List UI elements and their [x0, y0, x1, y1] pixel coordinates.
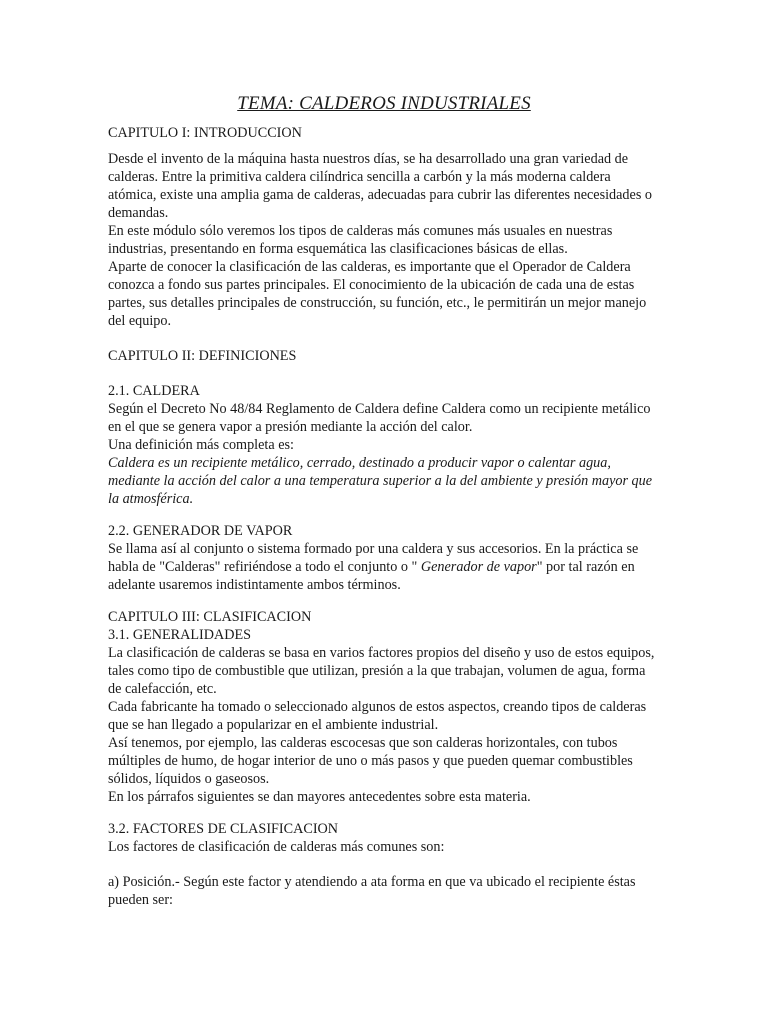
- section-3-1-paragraph-4: En los párrafos siguientes se dan mayores antecedentes sobre esta materia.: [108, 789, 531, 805]
- chapter-1-paragraph-3: Aparte de conocer la clasificación de las calderas, es importante que el Operador de Caldera conozca a fondo sus partes principales. El conocimiento de la ubicación de cada una de estas partes, sus detalles principales de construcción, su función, etc., le permitirán un mejor manejo del equipo.: [108, 259, 647, 329]
- section-3-1-paragraph-3: Así tenemos, por ejemplo, las calderas escocesas que son calderas horizontales, con tubos múltiples de humo, de hogar interior de uno o más pasos y que pueden quemar combustibles sólidos, líquidos o gaseosos.: [108, 735, 633, 787]
- section-2-2-text-a: Se llama así al conjunto o sistema formado por una caldera y sus accesorios. En la práctica se habla de "Calderas" refiriéndose a todo el conjunto o ": [108, 541, 639, 575]
- section-3-1-paragraph-1: La clasificación de calderas se basa en varios factores propios del diseño y uso de estos equipos, tales como tipo de combustible que utilizan, presión a la que trabajan, volumen de agua, forma de calefacción, etc.: [108, 645, 655, 697]
- section-3-2-paragraph-1: Los factores de clasificación de calderas más comunes son:: [108, 839, 445, 855]
- section-2-2-paragraph: [108, 540, 660, 594]
- section-3-1-paragraph-2: Cada fabricante ha tomado o seleccionado algunos de estos aspectos, creando tipos de calderas que se han llegado a popularizar en el ambiente industrial.: [108, 699, 647, 733]
- document-page: [108, 92, 660, 909]
- section-2-1-paragraph-1: Según el Decreto No 48/84 Reglamento de Caldera define Caldera como un recipiente metálico en el que se genera vapor a presión mediante la acción del calor.: [108, 401, 651, 435]
- chapter-3-heading: CAPITULO III: CLASIFICACION: [108, 609, 312, 625]
- chapter-1-paragraph-1: Desde el invento de la máquina hasta nuestros días, se ha desarrollado una gran variedad de calderas. Entre la primitiva caldera cilíndrica sencilla a carbón y la más moderna caldera atómica, existe una amplia gama de calderas, adecuadas para cubrir las diferentes necesidades o demandas.: [108, 151, 652, 221]
- section-2-1-heading: 2.1. CALDERA: [108, 383, 200, 399]
- chapter-1-paragraph-2: En este módulo sólo veremos los tipos de calderas más comunes más usuales en nuestras industrias, presentando en forma esquemática las clasificaciones básicas de ellas.: [108, 223, 613, 257]
- section-2-2-heading: 2.2. GENERADOR DE VAPOR: [108, 523, 293, 539]
- section-3-2-heading: 3.2. FACTORES DE CLASIFICACION: [108, 821, 339, 837]
- chapter-1-heading: CAPITULO I: INTRODUCCION: [108, 125, 302, 141]
- section-3-1-heading: 3.1. GENERALIDADES: [108, 627, 252, 643]
- section-2-1-definition: [108, 454, 660, 508]
- definition-text: Caldera es un recipiente metálico, cerrado, destinado a producir vapor o calentar agua, mediante la acción del calor a una temperatura superior a la del ambiente y presión mayor que la atmosférica.: [108, 455, 653, 507]
- section-3-2-paragraph-2: a) Posición.- Según este factor y atendiendo a ata forma en que va ubicado el recipiente éstas pueden ser:: [108, 874, 636, 908]
- section-2-2-emphasis: Generador de vapor: [420, 559, 537, 575]
- section-2-1-paragraph-2: Una definición más completa es:: [108, 437, 294, 453]
- document-title: TEMA: CALDEROS INDUSTRIALES: [237, 93, 531, 114]
- section-2-2-text-b: " por tal razón en adelante usaremos indistintamente ambos términos.: [108, 559, 635, 593]
- chapter-2-heading: CAPITULO II: DEFINICIONES: [108, 348, 297, 364]
